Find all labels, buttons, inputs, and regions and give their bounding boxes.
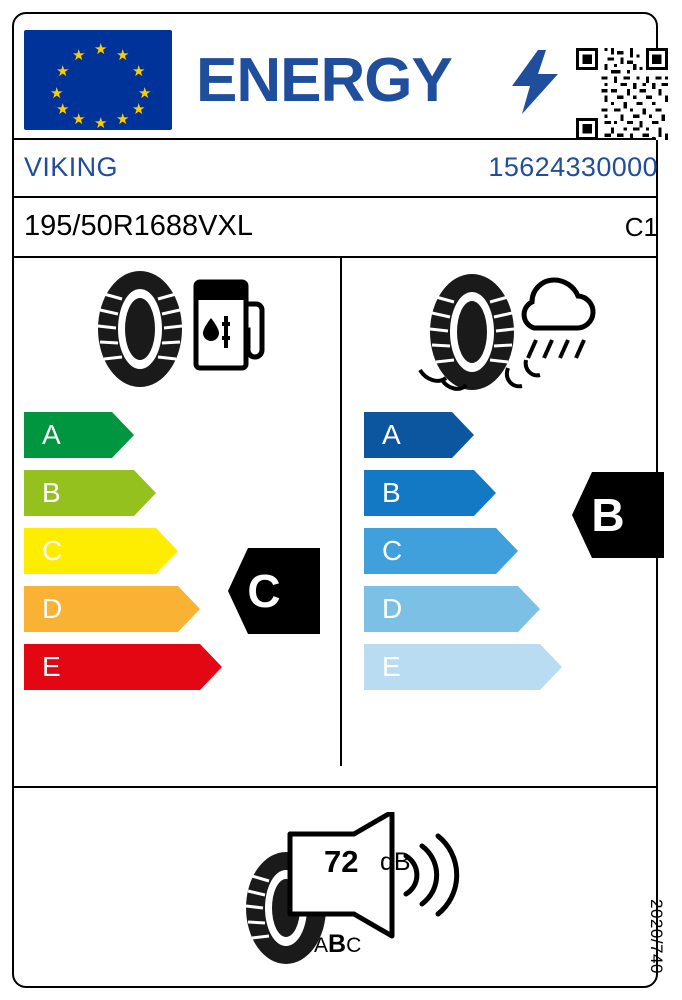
sku-code: 15624330000 <box>488 152 658 182</box>
wet-grade-a <box>364 412 562 458</box>
tyre-class: C1 <box>624 212 658 242</box>
page-title: ENERGY <box>196 46 452 115</box>
fuel-grade-a-letter: A <box>42 419 61 450</box>
eu-flag-icon: ★ ★ ★ ★ ★ ★ ★ ★ ★ ★ ★ ★ <box>24 30 172 130</box>
lightning-bolt-icon <box>512 50 558 114</box>
noise-class-a: A <box>314 934 329 957</box>
fuel-selected-letter: C <box>247 565 281 617</box>
qr-code-icon <box>576 48 668 140</box>
fuel-grade-d-letter: D <box>42 593 63 624</box>
noise-unit: dB <box>380 848 411 876</box>
noise-class-c: C <box>346 934 362 957</box>
divider-under-header <box>14 138 656 140</box>
fuel-grade-b-letter: B <box>42 477 61 508</box>
fuel-grade-e-letter: E <box>42 651 61 682</box>
wet-grade-d <box>364 586 562 632</box>
wet-grip-scale <box>364 412 562 702</box>
noise-section <box>228 812 468 972</box>
noise-class-scale <box>314 930 361 959</box>
wet-grade-c <box>364 528 562 574</box>
divider-above-noise <box>14 786 656 788</box>
wet-grade-a-letter: A <box>382 419 401 450</box>
tyre-size: 195/50R1688VXL <box>24 210 253 242</box>
wet-grade-d-letter: D <box>382 593 403 624</box>
regulation-code: 2020/740 <box>647 899 666 974</box>
fuel-grade-c <box>24 528 222 574</box>
fuel-pump-tyre-icon <box>78 264 268 394</box>
wet-grade-b-letter: B <box>382 477 401 508</box>
wet-grade-e-letter: E <box>382 651 401 682</box>
wet-selected-marker <box>572 472 664 558</box>
wet-selected-letter: B <box>591 489 625 541</box>
divider-under-size <box>14 256 656 258</box>
rain-cloud-tyre-icon <box>400 264 610 404</box>
label-header <box>24 26 646 136</box>
fuel-grade-d <box>24 586 222 632</box>
noise-value: 72 <box>324 844 359 879</box>
fuel-grade-e <box>24 644 222 690</box>
brand-name: VIKING <box>24 152 118 182</box>
noise-class-b: B <box>328 930 347 958</box>
wet-grade-e <box>364 644 562 690</box>
section-divider <box>340 258 342 766</box>
divider-under-brand <box>14 196 656 198</box>
wet-grade-b <box>364 470 562 516</box>
fuel-grade-b <box>24 470 222 516</box>
fuel-grade-a <box>24 412 222 458</box>
fuel-grade-c-letter: C <box>42 535 63 566</box>
wet-grade-c-letter: C <box>382 535 403 566</box>
fuel-selected-marker <box>228 548 320 634</box>
fuel-efficiency-scale <box>24 412 222 702</box>
